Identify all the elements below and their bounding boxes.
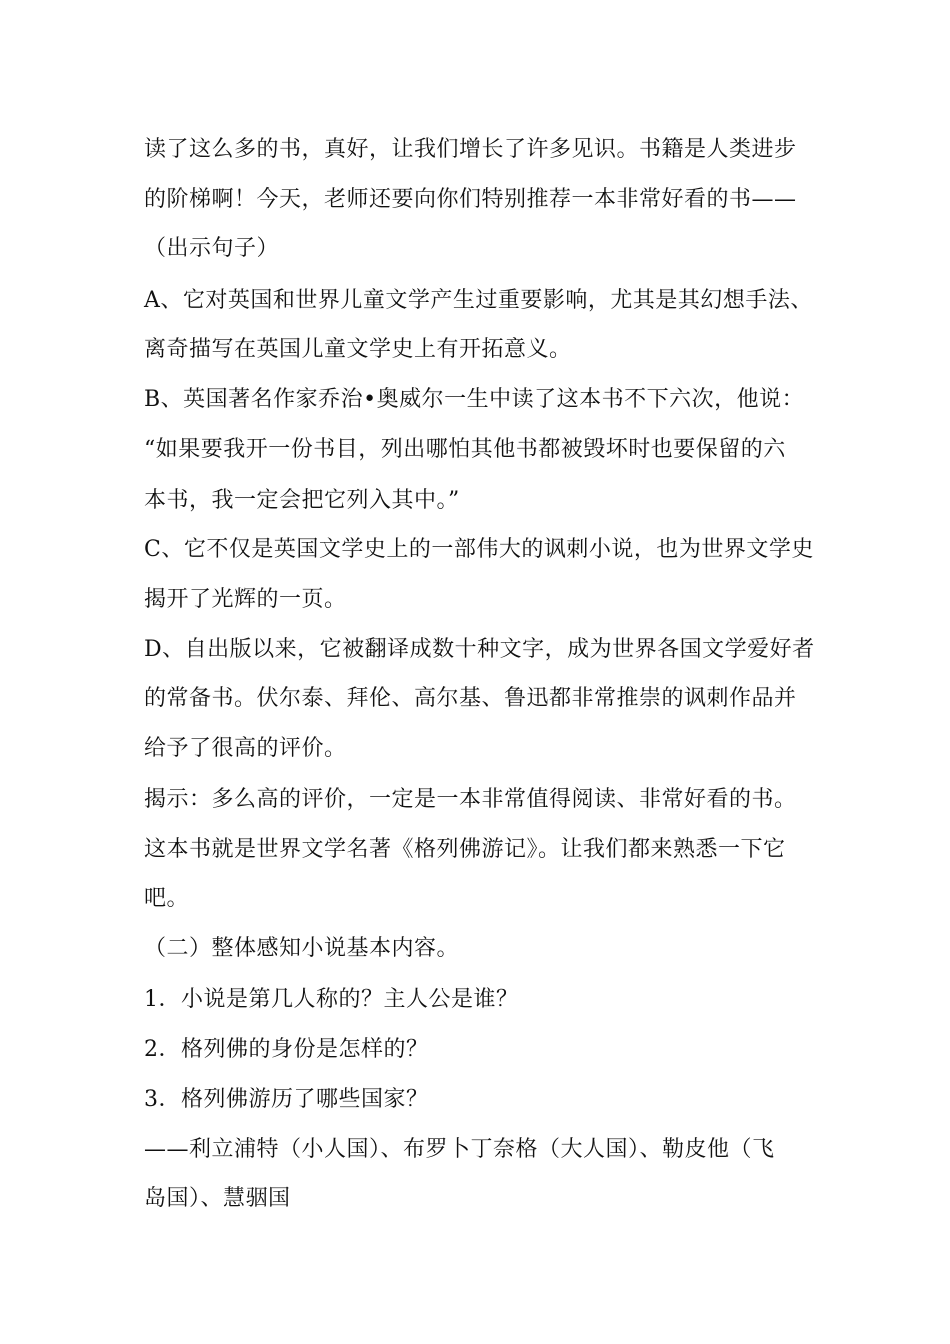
text-line: 这本书就是世界文学名著《格列佛游记》。让我们都来熟悉一下它: [144, 837, 786, 862]
question-item: 2．格列佛的身份是怎样的？: [144, 1037, 429, 1062]
text-line: 揭开了光辉的一页。: [144, 587, 347, 612]
text-line: （出示句子）: [144, 236, 280, 261]
text-line: 岛国）、慧骃国: [144, 1186, 291, 1211]
text-line: D、自出版以来，它被翻译成数十种文字，成为世界各国文学爱好者: [144, 637, 815, 662]
text-line: 本书，我一定会把它列入其中。”: [144, 488, 460, 513]
text-line: A、它对英国和世界儿童文学产生过重要影响，尤其是其幻想手法、: [144, 288, 813, 313]
question-item: 3．格列佛游历了哪些国家？: [144, 1087, 429, 1112]
text-line: 读了这么多的书，真好，让我们增长了许多见识。书籍是人类进步: [144, 137, 797, 162]
text-line: 给予了很高的评价。: [144, 736, 347, 761]
text-line: 的阶梯啊！今天，老师还要向你们特别推荐一本非常好看的书——: [144, 187, 797, 212]
text-line: B、英国著名作家乔治•奥威尔一生中读了这本书不下六次，他说：: [144, 387, 805, 412]
text-line: 离奇描写在英国儿童文学史上有开拓意义。: [144, 337, 572, 362]
text-line: C、它不仅是英国文学史上的一部伟大的讽刺小说，也为世界文学史: [144, 537, 814, 562]
text-line: “如果要我开一份书目，列出哪怕其他书都被毁坏时也要保留的六: [144, 437, 786, 462]
text-line: ——利立浦特（小人国）、布罗卜丁奈格（大人国）、勒皮他（飞: [144, 1137, 775, 1162]
text-line: 的常备书。伏尔泰、拜伦、高尔基、鲁迅都非常推崇的讽刺作品并: [144, 686, 797, 711]
text-line: 揭示：多么高的评价，一定是一本非常值得阅读、非常好看的书。: [144, 787, 797, 812]
section-heading: （二）整体感知小说基本内容。: [144, 936, 460, 961]
text-line: 吧。: [144, 886, 190, 911]
question-item: 1．小说是第几人称的？主人公是谁？: [144, 987, 519, 1012]
